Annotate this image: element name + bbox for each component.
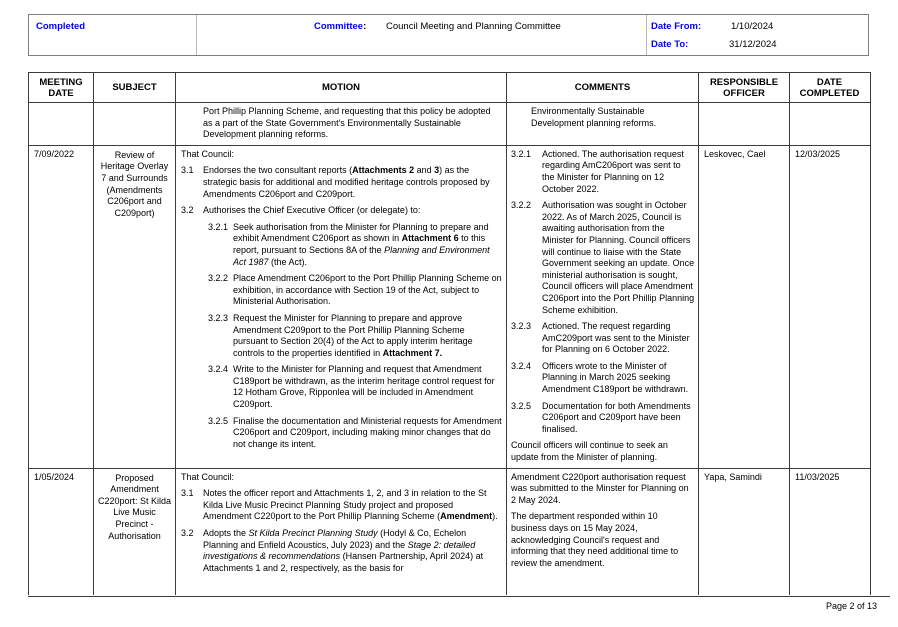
item-number: 3.2 [181, 528, 194, 538]
text-segment: Adopts the [203, 528, 249, 538]
list-item [181, 205, 502, 217]
paragraph [511, 440, 695, 463]
status-label: Completed [36, 21, 86, 32]
date-completed-cell: 11/03/2025 [795, 471, 840, 482]
table-row [29, 103, 870, 146]
item-number: 3.2.2 [511, 200, 532, 211]
col-header-date-completed: DATE COMPLETED [799, 76, 860, 99]
header-divider [646, 15, 647, 55]
responsible-officer-cell [699, 103, 790, 145]
item-number: 3.2.3 [208, 312, 229, 323]
text-segment: Planning and Environment Act 1987 [233, 244, 490, 267]
text-segment: Amendment [440, 511, 493, 522]
list-item [511, 200, 695, 316]
item-text [542, 149, 695, 195]
text-segment: Notes the officer report and Attachments 1, 2, and 3 in relation to the St Kilda Live Music Precinct Planning Study project and proposed Amendment C220port to the Port Phillip Planning Scheme ( [203, 488, 487, 522]
item-text [542, 200, 695, 316]
text-segment: (the Act). [268, 256, 308, 267]
motion-cell [176, 103, 507, 145]
paragraph [181, 472, 502, 484]
table-header-row [29, 73, 870, 103]
comments-cell [507, 146, 699, 468]
list-item [208, 313, 502, 359]
col-header-responsible-officer: RESPONSIBLE OFFICER [699, 73, 790, 102]
item-text [542, 401, 695, 436]
list-item [181, 528, 502, 574]
list-item [511, 361, 695, 396]
header-divider [196, 15, 197, 55]
item-text [233, 313, 502, 359]
item-number: 3.1 [181, 488, 194, 499]
item-number: 3.2.4 [208, 364, 229, 375]
text-segment: Officers wrote to the Minister of Planning in March 2025 seeking Amendment C189port be withdrawn. [542, 360, 689, 395]
date-to-value: 31/12/2024 [729, 39, 777, 50]
text-segment: Stage 2: detailed investigations & recommendations [203, 539, 476, 562]
footer-rule [28, 596, 890, 597]
committee-label-group [314, 21, 366, 32]
text-segment: Request the Minister for Planning to prepare and approve Amendment C209port to the Port Phillip Planning Scheme pursuant to Section 20(4) of the Act to apply interim heritage controls to the properties identified in [233, 312, 473, 358]
item-text [542, 321, 695, 356]
list-item [511, 149, 695, 195]
text-segment: Attachment 6 [401, 233, 459, 244]
item-text [181, 472, 502, 484]
list-item [511, 321, 695, 356]
list-item [208, 364, 502, 410]
text-segment: Port Phillip Planning Scheme, and requesting that this policy be adopted as a part of the State Government's Environmentally Sustainable Development planning reforms. [203, 106, 491, 140]
list-item [208, 416, 502, 451]
list-item [181, 165, 502, 200]
responsible-officer-cell: Leskovec, Cael [699, 146, 790, 468]
text-segment: Endorses the two consultant reports ( [203, 165, 353, 176]
table-row [29, 469, 870, 595]
text-segment: ). [492, 511, 498, 522]
text-segment: St Kilda Precinct Planning Study [248, 528, 378, 538]
item-text [203, 205, 502, 217]
item-text [233, 222, 502, 268]
col-header-motion: MOTION [176, 73, 507, 102]
item-text [511, 511, 695, 569]
committee-label: Committee [314, 21, 364, 32]
meeting-date-cell: 1/05/2024 [29, 469, 94, 595]
committee-value: Council Meeting and Planning Committee [386, 21, 561, 32]
item-text [233, 273, 502, 308]
text-segment: and [414, 165, 435, 176]
item-number: 3.2.2 [208, 273, 229, 284]
text-segment: Documentation for both Amendments C206port and C209port have been finalised. [542, 400, 691, 434]
page-number: Page 2 of 13 [825, 601, 877, 611]
date-from-label: Date From: [651, 21, 702, 32]
item-text [203, 488, 502, 523]
text-segment: Attachments 2 [352, 165, 415, 176]
text-segment: That Council: [181, 471, 235, 482]
item-number: 3.1 [181, 165, 194, 176]
text-segment: Authorises the Chief Executive Officer (or delegate) to: [203, 205, 421, 216]
responsible-officer-cell: Yapa, Samindi [699, 469, 790, 595]
list-item [208, 222, 502, 268]
table-row [29, 146, 870, 469]
text-segment: Seek authorisation from the Minister for Planning to prepare and exhibit Amendment C206port as shown in [233, 221, 489, 244]
list-item [208, 273, 502, 308]
text-segment: Council officers will continue to seek an update from the Minister of planning. [511, 440, 668, 463]
motion-cell [176, 469, 507, 595]
subject-cell: Proposed Amendment C220port: St Kilda Live Music Precinct - Authorisation [94, 469, 176, 595]
paragraph [203, 106, 502, 141]
meeting-date-cell [29, 103, 94, 145]
item-text [511, 472, 695, 507]
item-text [531, 106, 695, 129]
item-text [181, 149, 502, 161]
subject-cell: Review of Heritage Overlay 7 and Surrounds (Amendments C206port and C209port) [94, 146, 176, 468]
col-header-comments: COMMENTS [507, 73, 699, 102]
list-item [511, 401, 695, 436]
item-number: 3.2.3 [511, 321, 532, 332]
motion-cell [176, 146, 507, 468]
item-number: 3.2.4 [511, 360, 532, 371]
text-segment: The department responded within 10 business days on 15 May 2024, acknowledging Council's request and informing that they need additional time to review the amendment. [511, 511, 679, 568]
item-text [511, 440, 695, 463]
text-segment: Actioned. The request regarding AmC209port was sent to the Minister for Planning on 6 October 2022. [542, 321, 690, 355]
text-segment: Finalise the documentation and Ministerial requests for Amendment C206port and C209port, including making minor changes that do not change its intent. [233, 415, 502, 449]
item-number: 3.2 [181, 205, 194, 216]
item-text [542, 361, 695, 396]
text-segment: Authorisation was sought in October 2022. As of March 2025, Council is awaiting authorisation from the Minister for Planning. Council officers will continue to liaise with the State Government seeking an update. Once ministerial authorisation is sought, Council officers will place Amendment C206port into the Port Phillip Planning Scheme exhibition. [542, 200, 695, 315]
meetings-table [28, 72, 871, 595]
item-text [203, 528, 502, 574]
text-segment: Place Amendment C206port to the Port Phillip Planning Scheme on exhibition, in accordance with Section 19 of the Act, subject to Ministerial Authorisation. [233, 273, 502, 307]
item-number: 3.2.5 [511, 400, 532, 411]
text-segment: (Hodyl & Co, Echelon Planning and Enfield Acoustics, July 2023) and the [203, 528, 467, 550]
text-segment: Write to the Minister for Planning and request that Amendment C189port be withdrawn, as the interim heritage control request for 12 Hotham Grove, Ripponlea will be included in Amendment C209port. [233, 364, 495, 410]
date-completed-cell [790, 103, 869, 145]
item-text [233, 364, 502, 410]
report-header-box [28, 14, 869, 56]
text-segment: (Hansen Partnership, April 2024) at Attachments 1 and 2, respectively, as the basis for [203, 551, 484, 573]
paragraph [531, 106, 695, 129]
text-segment: Actioned. The authorisation request regarding AmC206port was sent to the Minister for Planning on 12 October 2022. [542, 148, 684, 194]
committee-colon: : [363, 21, 367, 32]
paragraph [511, 511, 695, 569]
col-header-subject: SUBJECT [94, 73, 176, 102]
item-number: 3.2.5 [208, 415, 229, 426]
meeting-date-cell: 7/09/2022 [29, 146, 94, 468]
text-segment: 3 [434, 165, 440, 176]
item-number: 3.2.1 [511, 148, 532, 159]
date-from-value: 1/10/2024 [731, 21, 774, 32]
date-completed-cell: 12/03/2025 [795, 148, 841, 159]
text-segment: Environmentally Sustainable Development planning reforms. [531, 106, 657, 128]
comments-cell [507, 103, 699, 145]
paragraph [181, 149, 502, 161]
text-segment: Attachment 7. [382, 347, 443, 358]
paragraph [511, 472, 695, 507]
text-segment: That Council: [181, 148, 235, 159]
list-item [181, 488, 502, 523]
item-text [203, 106, 502, 141]
table-body [29, 103, 870, 595]
text-segment: Amendment C220port authorisation request was submitted to the Minster for Planning on 2 May 2024. [511, 471, 689, 505]
comments-cell [507, 469, 699, 595]
text-segment: ) as the strategic basis for additional and modified heritage controls proposed by Amendments C206port and C209port. [203, 165, 490, 199]
item-text [203, 165, 502, 200]
col-header-meeting-date: MEETING DATE [29, 73, 94, 102]
subject-cell [94, 103, 176, 145]
text-segment: to this report, pursuant to Sections 8A of the [233, 233, 486, 255]
item-text [233, 416, 502, 451]
date-to-label: Date To: [651, 39, 689, 50]
item-number: 3.2.1 [208, 221, 229, 232]
